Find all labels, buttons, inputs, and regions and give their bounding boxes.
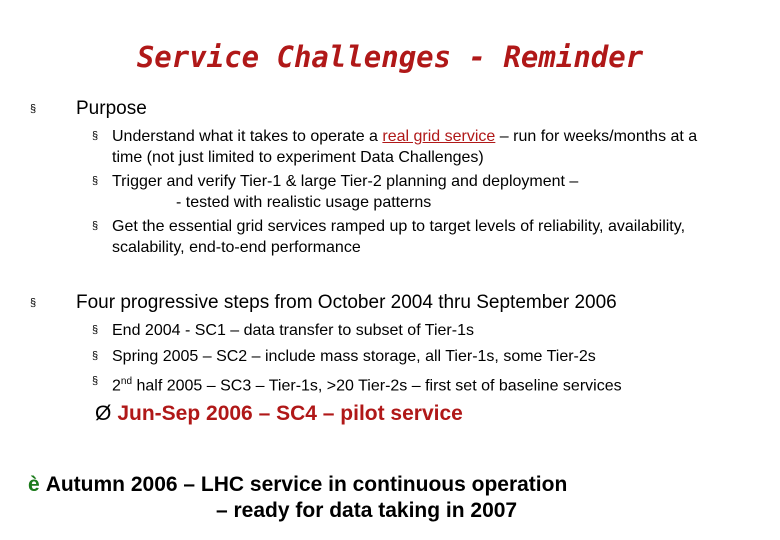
- sub-bullet-marker: §: [92, 130, 99, 142]
- sub-bullet-marker: §: [92, 375, 99, 387]
- bullet-marker: §: [30, 103, 37, 115]
- real-grid-service-highlight: real grid service: [382, 128, 496, 145]
- item-text-line2: scalability, end-to-end performance: [112, 239, 361, 256]
- purpose-heading: Purpose: [76, 98, 147, 119]
- sub-bullet-marker: §: [92, 220, 99, 232]
- item-text: Get the essential grid services ramped up to target levels of reliability, availability,: [112, 218, 686, 235]
- bullet-marker: §: [30, 297, 37, 309]
- autumn-line1: Autumn 2006 – LHC service in continuous operation: [45, 473, 568, 496]
- item-text: End 2004 - SC1 – data transfer to subset of Tier-1s: [112, 322, 474, 339]
- step-item-2: [92, 346, 780, 367]
- purpose-item-2: [92, 171, 780, 213]
- arrow-right-icon: è: [28, 473, 40, 496]
- item-text: half 2005 – SC3 – Tier-1s, >20 Tier-2s – first set of baseline services: [132, 377, 622, 395]
- item-text: 2: [112, 377, 121, 395]
- sc4-text: Jun-Sep 2006 – SC4 – pilot service: [117, 402, 463, 425]
- slide-title: Service Challenges - Reminder: [136, 40, 644, 74]
- item-text: Understand what it takes to operate a: [112, 128, 383, 145]
- item-text-line2: time (not just limited to experiment Data Challenges): [112, 149, 484, 166]
- autumn-block: [28, 472, 567, 524]
- steps-heading: Four progressive steps from October 2004 thru September 2006: [76, 292, 617, 313]
- ordinal-suffix: nd: [120, 376, 133, 387]
- step-item-3: [92, 371, 780, 396]
- purpose-item-1: [92, 126, 780, 168]
- item-text: Spring 2005 – SC2 – include mass storage, all Tier-1s, some Tier-2s: [112, 348, 596, 365]
- sub-bullet-marker: §: [92, 324, 99, 336]
- purpose-item-3: [92, 216, 780, 258]
- arrow-icon: Ø: [95, 402, 112, 425]
- item-text: Trigger and verify Tier-1 & large Tier-2 planning and deployment –: [112, 173, 579, 190]
- step-item-1: [92, 320, 780, 341]
- item-text: – run for weeks/months at a: [495, 128, 698, 145]
- autumn-line2: – ready for data taking in 2007: [216, 499, 518, 522]
- sub-bullet-marker: §: [92, 175, 99, 187]
- sc4-line: [95, 402, 463, 426]
- item-text-line2: - tested with realistic usage patterns: [176, 194, 432, 211]
- sub-bullet-marker: §: [92, 350, 99, 362]
